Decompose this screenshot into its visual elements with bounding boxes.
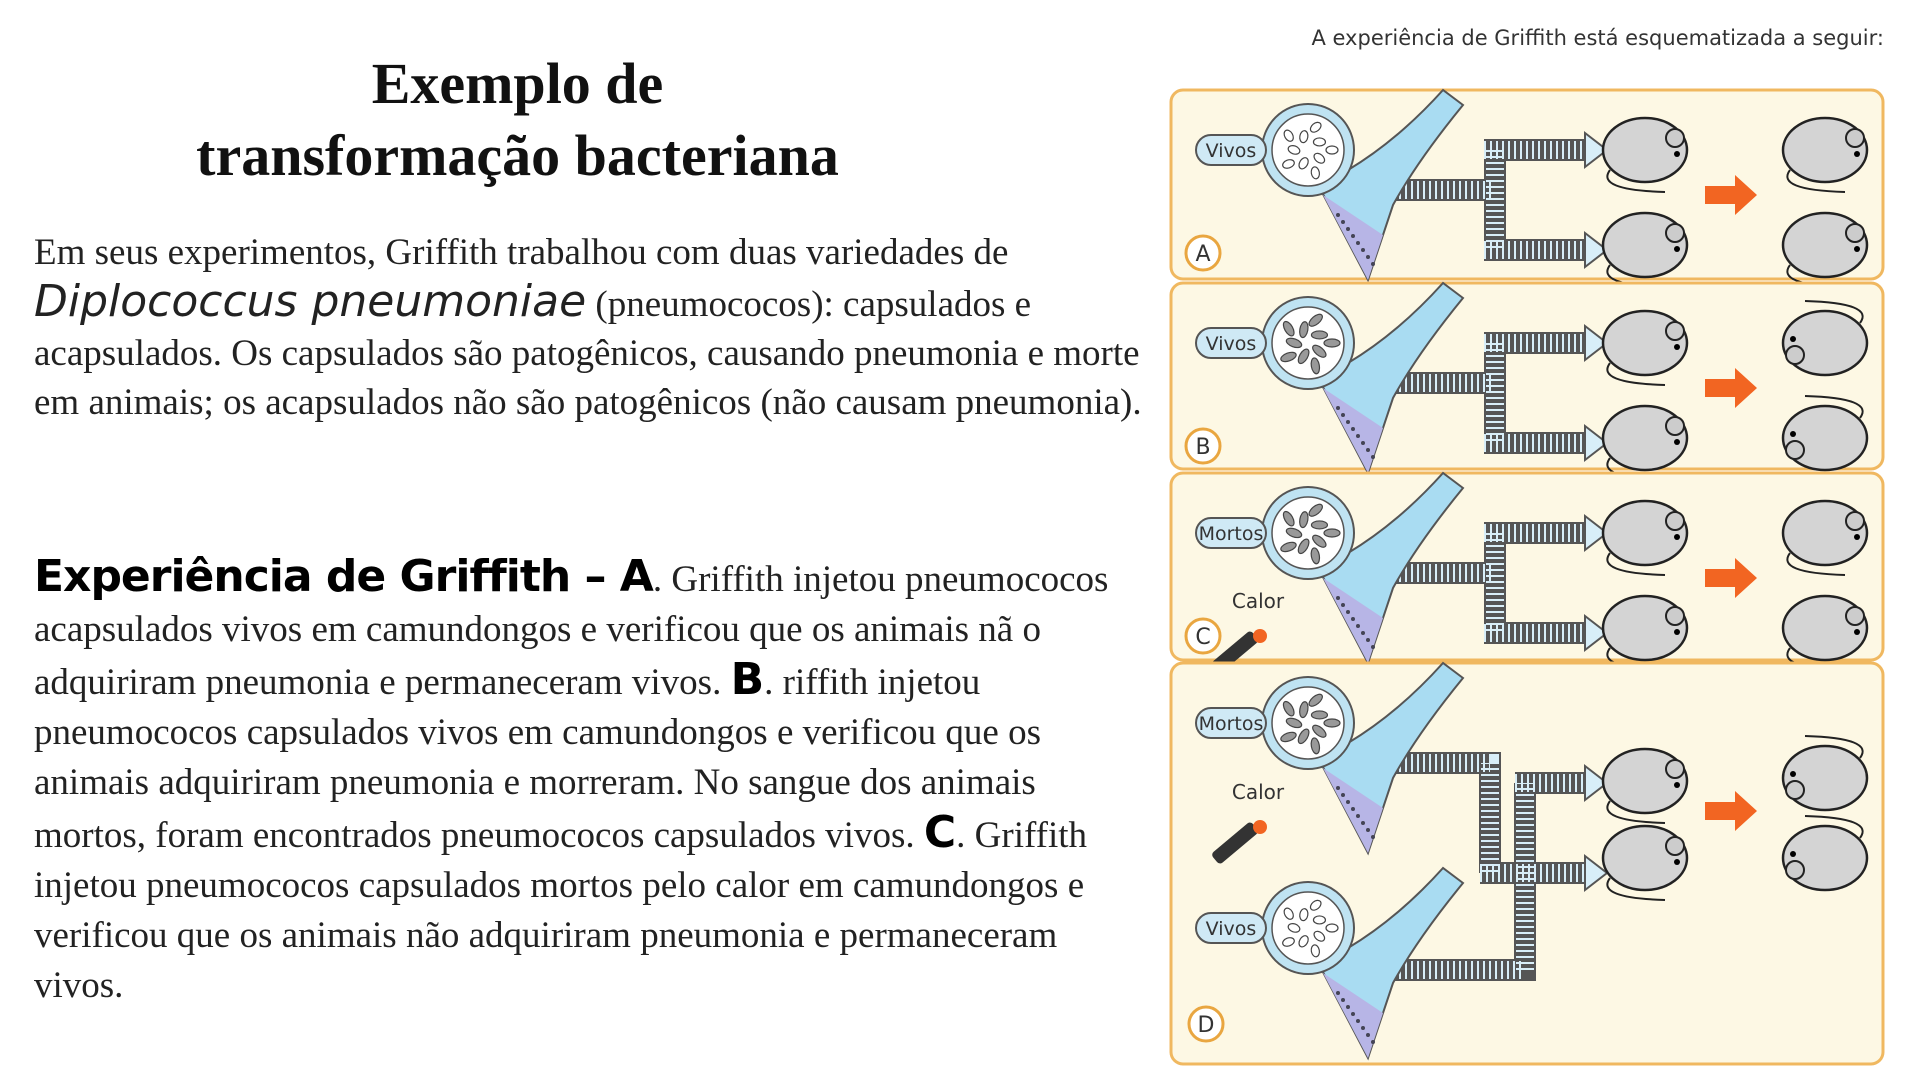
diagram-caption: A experiência de Griffith está esquematizada a seguir: xyxy=(1311,26,1884,50)
bacteria-dot xyxy=(1351,427,1355,431)
experiment-c-label: C xyxy=(923,807,957,858)
title-line-2: transformação bacteriana xyxy=(196,123,839,188)
mouse-ear xyxy=(1786,346,1804,364)
bacteria-dot xyxy=(1341,603,1345,607)
bacteria-dot xyxy=(1371,645,1375,649)
mouse-body xyxy=(1783,213,1867,277)
mouse-eye xyxy=(1674,859,1680,865)
mouse-ear xyxy=(1666,322,1684,340)
bacteria-dot xyxy=(1341,998,1345,1002)
bacterium xyxy=(1326,924,1338,932)
bacteria-dot xyxy=(1356,241,1360,245)
bacteria-dot xyxy=(1361,248,1365,252)
bacteria-dot xyxy=(1371,1040,1375,1044)
bacterium xyxy=(1324,339,1340,347)
mouse-body xyxy=(1783,406,1867,470)
bacteria-dot xyxy=(1341,793,1345,797)
intro-text-cont: (pneumococos): capsulados e acapsulados. Os capsulados são patogênicos, causando pneumonia e morte em animais; os acapsulados não são patogênicos (não causam pneumonia). xyxy=(34,284,1142,423)
mouse-eye xyxy=(1674,151,1680,157)
bacteria-dot xyxy=(1366,448,1370,452)
mouse-eye xyxy=(1790,851,1796,857)
bacteria-dot xyxy=(1356,814,1360,818)
mouse-body xyxy=(1603,311,1687,375)
bacteria-dot xyxy=(1366,828,1370,832)
bacteria-dot xyxy=(1366,255,1370,259)
intro-text: Em seus experimentos, Griffith trabalhou com duas variedades de xyxy=(34,232,1009,273)
mouse-ear xyxy=(1786,861,1804,879)
mouse-ear xyxy=(1846,607,1864,625)
mouse-eye xyxy=(1674,439,1680,445)
panel-letter: C xyxy=(1195,625,1211,650)
mouse-body xyxy=(1783,746,1867,810)
sample-label: Vivos xyxy=(1205,333,1257,355)
bacterium xyxy=(1313,138,1325,146)
mouse-ear xyxy=(1666,417,1684,435)
mouse-eye xyxy=(1674,246,1680,252)
mouse-body xyxy=(1603,501,1687,565)
bacteria-dot xyxy=(1346,800,1350,804)
bacteria-dot xyxy=(1351,1012,1355,1016)
mouse-ear xyxy=(1666,837,1684,855)
mouse-eye xyxy=(1854,246,1860,252)
bacteria-dot xyxy=(1336,406,1340,410)
mouse-eye xyxy=(1674,344,1680,350)
mouse-eye xyxy=(1790,431,1796,437)
bacteria-dot xyxy=(1366,1033,1370,1037)
bacteria-dot xyxy=(1341,413,1345,417)
panel-letter: B xyxy=(1195,435,1211,460)
bacteria-dot xyxy=(1361,821,1365,825)
mouse-eye xyxy=(1854,534,1860,540)
heat-label: Calor xyxy=(1231,589,1285,613)
mouse-ear xyxy=(1666,224,1684,242)
bacterium xyxy=(1311,331,1327,339)
bacteria-dot xyxy=(1371,455,1375,459)
heat-flame-icon xyxy=(1253,820,1267,834)
heat-label: Calor xyxy=(1231,780,1285,804)
bacterium xyxy=(1326,146,1338,154)
bacteria-dot xyxy=(1371,835,1375,839)
bacterium xyxy=(1324,719,1340,727)
bacterium xyxy=(1311,521,1327,529)
bacteria-dot xyxy=(1346,1005,1350,1009)
mouse-eye xyxy=(1674,629,1680,635)
bacteria-dot xyxy=(1361,1026,1365,1030)
bacteria-dot xyxy=(1356,434,1360,438)
bacterium xyxy=(1313,916,1325,924)
mouse-body xyxy=(1603,749,1687,813)
mouse-ear xyxy=(1666,129,1684,147)
bacteria-dot xyxy=(1346,227,1350,231)
bacteria-dot xyxy=(1361,441,1365,445)
bacteria-dot xyxy=(1351,807,1355,811)
mouse-body xyxy=(1783,596,1867,660)
mouse-body xyxy=(1603,826,1687,890)
bacteria-dot xyxy=(1336,596,1340,600)
mouse-ear xyxy=(1786,441,1804,459)
mouse-ear xyxy=(1666,760,1684,778)
experiment-b-label: B xyxy=(730,654,765,705)
bacteria-dot xyxy=(1336,213,1340,217)
bacterium xyxy=(1311,711,1327,719)
mouse-eye xyxy=(1790,771,1796,777)
species-name: Diplococcus pneumoniae xyxy=(34,276,587,327)
mouse-ear xyxy=(1846,129,1864,147)
mouse-eye xyxy=(1674,782,1680,788)
bacteria-dot xyxy=(1356,1019,1360,1023)
mouse-ear xyxy=(1846,224,1864,242)
title-line-1: Exemplo de xyxy=(371,51,664,116)
mouse-body xyxy=(1603,596,1687,660)
panel-letter: A xyxy=(1195,242,1211,267)
sample-label: Mortos xyxy=(1198,713,1264,735)
mouse-body xyxy=(1783,826,1867,890)
bacteria-dot xyxy=(1351,617,1355,621)
mouse-body xyxy=(1603,118,1687,182)
sample-label: Vivos xyxy=(1205,918,1257,940)
mouse-body xyxy=(1783,311,1867,375)
bacteria-dot xyxy=(1336,786,1340,790)
panel-letter: D xyxy=(1197,1013,1215,1038)
mouse-body xyxy=(1603,213,1687,277)
mouse-ear xyxy=(1666,512,1684,530)
mouse-eye xyxy=(1674,534,1680,540)
bacteria-dot xyxy=(1341,220,1345,224)
mouse-body xyxy=(1603,406,1687,470)
mouse-ear xyxy=(1846,512,1864,530)
mouse-body xyxy=(1783,501,1867,565)
mouse-eye xyxy=(1854,151,1860,157)
bacteria-dot xyxy=(1351,234,1355,238)
mouse-ear xyxy=(1786,781,1804,799)
mouse-eye xyxy=(1790,336,1796,342)
bacteria-dot xyxy=(1356,624,1360,628)
mouse-ear xyxy=(1666,607,1684,625)
bacteria-dot xyxy=(1371,262,1375,266)
bacteria-dot xyxy=(1346,420,1350,424)
bacterium xyxy=(1324,529,1340,537)
sample-label: Vivos xyxy=(1205,140,1257,162)
heat-flame-icon xyxy=(1253,629,1267,643)
bacteria-dot xyxy=(1346,610,1350,614)
experiment-a-text: . Griffith injetou pneumococos acapsulados vivos em camundongos e verificou que os animais nã o adquiriram pneumonia e permaneceram vivos. xyxy=(34,559,1109,703)
sample-label: Mortos xyxy=(1198,523,1264,545)
experiment-b-text: . riffith injetou pneumococos capsulados vivos em camundongos e verificou que os animais adquiriram pneumonia e morreram. No sangue dos animais mortos, foram encontrados pneumococos capsulados vivos. xyxy=(34,662,1041,856)
bacteria-dot xyxy=(1336,991,1340,995)
experiment-c-text: . Griffith injetou pneumococos capsulados mortos pelo calor em camundongos e verificou que os animais não adquiriram pneumonia e permaneceram vivos. xyxy=(34,815,1088,1006)
bacteria-dot xyxy=(1361,631,1365,635)
bacteria-dot xyxy=(1366,638,1370,642)
experiment-heading: Experiência de Griffith – A xyxy=(34,551,653,602)
mouse-eye xyxy=(1854,629,1860,635)
mouse-body xyxy=(1783,118,1867,182)
